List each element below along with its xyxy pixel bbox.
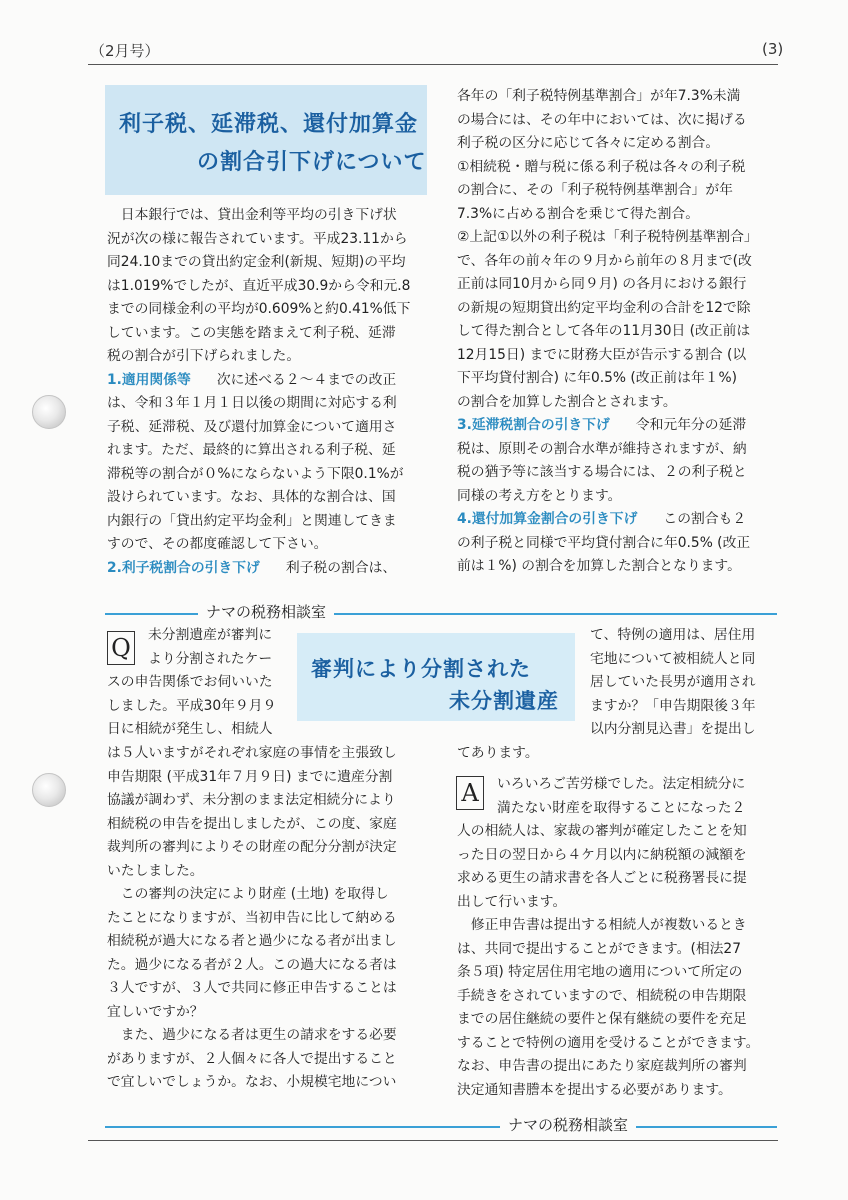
text-line: なお、申告書の提出にあたり家庭裁判所の審判 <box>457 1058 747 1074</box>
text-line: 未分割遺産が審判に <box>148 627 273 643</box>
answer-mark-box: A <box>456 776 484 810</box>
article-right-column <box>457 85 777 579</box>
question-top-lines <box>148 624 293 671</box>
section-2 <box>107 557 427 581</box>
text-line: 満たない財産を取得することになった２ <box>497 799 746 816</box>
text-line: 人の相続人は、家裁の審判が確定したことを知 <box>457 823 747 839</box>
text-line: 各年の「利子税特例基準割合」が年7.3%未満 <box>457 88 741 104</box>
text-line: 同様の考え方をとります。 <box>457 487 622 504</box>
consult-title-line2: 未分割遺産 <box>449 689 559 713</box>
text-line: 次に述べる２～４までの改正 <box>216 371 397 388</box>
text-line: すので、その都度確認して下さい。 <box>107 536 328 552</box>
answer-body <box>457 820 777 1102</box>
text-line: 相続税が過大になる者と過少になる者が出まし <box>107 933 397 949</box>
text-line: 申告期限 (平成31年７月９日) までに遺産分割 <box>107 768 393 785</box>
text-line: 前は１%) の割合を加算した割合となります。 <box>457 558 741 574</box>
text-line: 決定通知書謄本を提出する必要があります。 <box>457 1081 732 1098</box>
text-line: の割合を加算した割合とされます。 <box>457 393 677 410</box>
text-line: 下平均貸付割合) に年0.5% (改正前は年１%) <box>457 370 738 386</box>
section-3-heading: 3.延滞税割合の引き下げ <box>457 417 610 433</box>
text-line: 協議が調わず、未分割のまま法定相続分により <box>107 792 396 808</box>
text-line: 同24.10までの貸出約定金利(新規、短期)の平均 <box>107 254 406 270</box>
text-line: ①相続税・贈与税に係る利子税は各々の利子税 <box>457 158 746 175</box>
question-continuation <box>590 624 780 742</box>
article-title-box <box>105 85 427 195</box>
footer-divider <box>105 1126 777 1128</box>
text-line: 日本銀行では、貸出金利等平均の引き下げ状 <box>107 207 397 223</box>
text-line: 12月15日) までに財務大臣が告示する割合 (以 <box>457 346 747 363</box>
section-1-heading: 1.適用関係等 <box>107 371 191 388</box>
section-4-heading: 4.還付加算金割合の引き下げ <box>457 511 638 527</box>
text-line: 宅地について被相続人と同 <box>590 650 756 667</box>
text-line: で宜しいでしょうか。なお、小規模宅地につい <box>107 1074 397 1090</box>
text-line: で、各年の前々年の９月から前年の８月まで(改 <box>457 252 752 269</box>
text-line: れます。ただ、最終的に算出される利子税、延 <box>107 442 396 458</box>
text-line: の利子税と同様で平均貸付割合に年0.5% (改正 <box>457 534 751 551</box>
text-line: 正前は同10月から同９月) の各月における銀行 <box>457 276 747 292</box>
text-line: しました。平成30年９月９ <box>107 697 277 714</box>
text-line: 税は、原則その割合水準が維持されますが、納 <box>457 440 747 457</box>
text-line: 居していた長男が適用され <box>590 674 756 690</box>
text-line: また、過少になる者は更生の請求をする必要 <box>107 1027 397 1043</box>
article-left-column <box>107 204 427 580</box>
text-line: 以内分割見込書」を提出し <box>590 721 756 737</box>
text-line: 修正申告書は提出する相続人が複数いるとき <box>457 917 747 933</box>
text-line: ②上記①以外の利子税は「利子税特例基準割合」 <box>457 229 758 245</box>
question-body <box>107 742 427 1095</box>
text-line: った日の翌日から４ケ月以内に納税額の減額を <box>457 846 747 863</box>
text-line: の場合には、その年中においては、次に掲げる <box>457 111 747 128</box>
text-line: て、特例の適用は、居住用 <box>590 627 756 643</box>
text-line: いたしました。 <box>107 862 204 879</box>
text-line: の新規の短期貸出約定平均金利の合計を12で除 <box>457 299 751 316</box>
answer-top-lines <box>497 773 777 820</box>
text-line: までの居住継続の要件と保有継続の要件を充足 <box>457 1011 747 1027</box>
text-line: 滞税等の割合が０%にならないよう下限0.1%が <box>107 465 404 482</box>
text-line: 7.3%に占める割合を乗じて得た割合。 <box>457 205 700 222</box>
text-line: より分割されたケー <box>148 650 273 667</box>
text-line: 利子税の区分に応じて各々に定める割合。 <box>457 135 720 151</box>
text-line: 内銀行の「貸出約定平均金利」と関連してきま <box>107 512 397 529</box>
text-line: ３人ですが、３人で共同に修正申告することは <box>107 980 397 996</box>
article-title-line1: 利子税、延滞税、還付加算金 <box>119 112 419 137</box>
text-line: 税の猶予等に該当する場合には、２の利子税と <box>457 464 747 480</box>
text-line: 出して行います。 <box>457 893 567 910</box>
text-line: がありますが、２人個々に各人で提出すること <box>107 1050 397 1067</box>
text-line: 令和元年分の延滞 <box>635 417 747 433</box>
text-line: は、共同で提出することができます。(相法27 <box>457 940 741 957</box>
footer-section-label: ナマの税務相談室 <box>500 1114 636 1135</box>
text-line: てあります。 <box>457 745 539 761</box>
text-line: の割合に、その「利子税特例基準割合」が年 <box>457 182 733 198</box>
question-mark-box: Q <box>107 631 135 665</box>
text-line: 日に相続が発生し、相続人 <box>107 721 273 737</box>
section-1 <box>107 369 427 393</box>
text-line: 求める更生の請求書を各人ごとに税務署長に提 <box>457 870 747 886</box>
text-line: は５人いますがそれぞれ家庭の事情を主張致し <box>107 745 397 761</box>
consult-title-line1: 審判により分割された <box>311 657 531 681</box>
text-line: 条５項) 特定居住用宅地の適用について所定の <box>457 964 743 980</box>
text-line: この審判の決定により財産 (土地) を取得し <box>107 886 389 902</box>
consult-section-label: ナマの税務相談室 <box>198 601 334 622</box>
text-line: 宜しいですか？ <box>107 1003 204 1020</box>
text-line: 設けられています。なお、具体的な割合は、国 <box>107 489 396 505</box>
text-line: 子税、延滞税、及び還付加算金について適用さ <box>107 418 397 435</box>
text-line: 手続きをされていますので、相続税の申告期限 <box>457 987 747 1004</box>
header-rule <box>88 64 778 65</box>
text-line: 税の割合が引下げられました。 <box>107 348 301 364</box>
text-line: は、令和３年１月１日以後の期間に対応する利 <box>107 395 397 411</box>
text-line: いろいろご苦労様でした。法定相続分に <box>497 776 746 792</box>
bottom-rule <box>88 1140 778 1141</box>
text-line: しています。この実態を踏まえて利子税、延滞 <box>107 324 396 341</box>
text-line: スの申告関係でお伺いいた <box>107 674 273 690</box>
text-line: 利子税の割合は、 <box>285 559 397 576</box>
section-3 <box>457 414 777 438</box>
text-line: は1.019%でしたが、直近平成30.9から令和元.8 <box>107 277 411 294</box>
text-line: 況が次の様に報告されています。平成23.11から <box>107 230 408 247</box>
punch-hole-top <box>32 395 66 429</box>
text-line: して得た割合として各年の11月30日 (改正前は <box>457 323 751 339</box>
question-top-lines-2 <box>107 671 292 742</box>
page-number: (3) <box>762 40 784 58</box>
article-title-line2: の割合引下げについて <box>197 150 427 175</box>
text-line: 相続税の申告を提出しましたが、この度、家庭 <box>107 815 397 832</box>
text-line: ますか？「申告期限後３年 <box>590 697 756 714</box>
text-line: 裁判所の審判によりその財産の配分分割が決定 <box>107 839 397 855</box>
question-end <box>457 742 657 766</box>
section-2-heading: 2.利子税割合の引き下げ <box>107 559 260 576</box>
consult-title-box <box>297 633 575 721</box>
punch-hole-bottom <box>32 773 66 807</box>
section-4 <box>457 508 777 532</box>
text-line: た。過少になる者が２人。この過大になる者は <box>107 956 397 973</box>
issue-label: （2月号） <box>90 42 160 60</box>
text-line: たことになりますが、当初申告に比して納める <box>107 909 397 926</box>
text-line: までの同様金利の平均が0.609%と約0.41%低下 <box>107 301 411 317</box>
text-line: することで特例の適用を受けることができます。 <box>457 1034 760 1051</box>
text-line: この割合も２ <box>663 511 747 527</box>
